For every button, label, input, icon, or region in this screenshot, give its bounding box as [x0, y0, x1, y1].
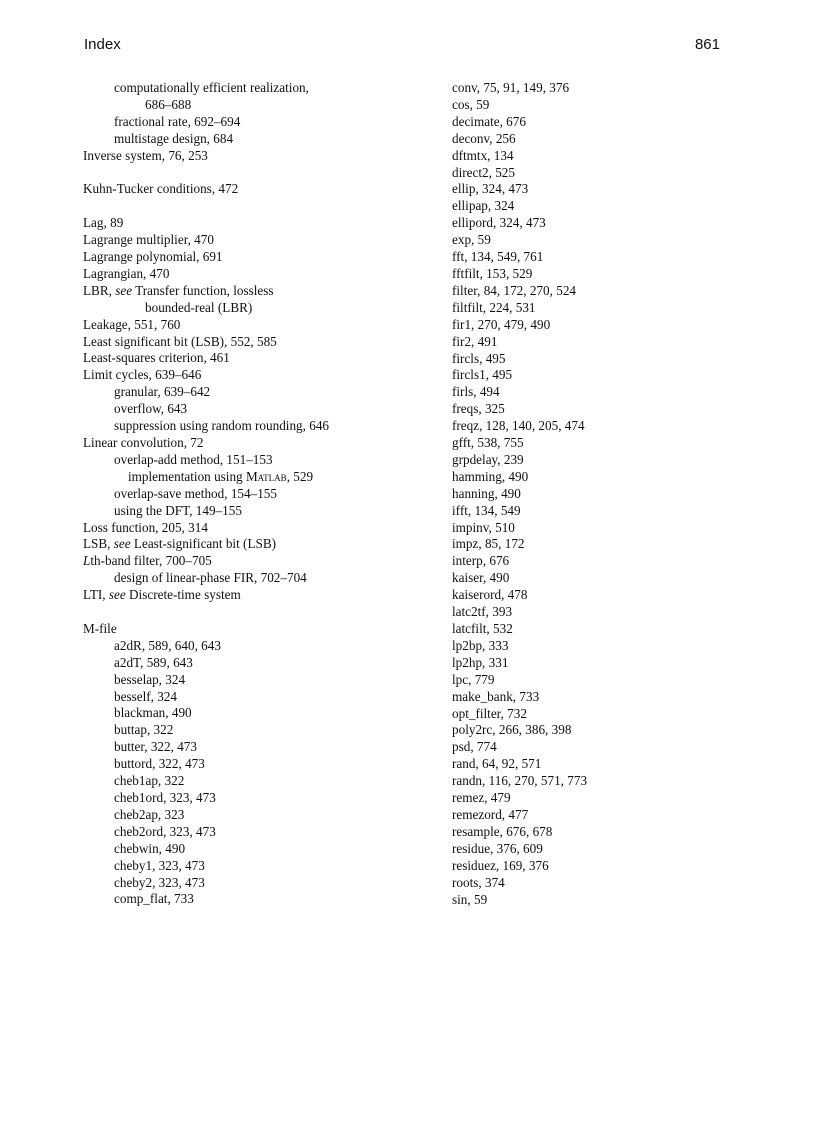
index-entry: cheby2, 323, 473 — [114, 874, 205, 890]
index-column-right — [452, 80, 752, 908]
index-entry: besselap, 324 — [114, 671, 186, 687]
index-column-left — [83, 80, 428, 908]
index-entry: direct2, 525 — [452, 164, 515, 180]
running-head: Index — [84, 36, 121, 53]
index-entry: freqz, 128, 140, 205, 474 — [452, 418, 585, 434]
index-entry: fractional rate, 692–694 — [114, 113, 241, 129]
index-entry: cheby1, 323, 473 — [114, 857, 205, 873]
index-entry: decimate, 676 — [452, 113, 526, 129]
index-entry: interp, 676 — [452, 553, 510, 569]
index-entry: filtfilt, 224, 531 — [452, 299, 536, 315]
index-entry: LBR, see Transfer function, lossless — [83, 282, 274, 298]
index-entry: design of linear-phase FIR, 702–704 — [114, 570, 307, 586]
index-entry: blackman, 490 — [114, 705, 192, 721]
index-entry: remezord, 477 — [452, 806, 529, 822]
index-entry: multistage design, 684 — [114, 130, 234, 146]
index-entry: overlap-save method, 154–155 — [114, 485, 277, 501]
index-entry: exp, 59 — [452, 232, 491, 248]
index-gap — [83, 198, 428, 215]
index-entry: computationally efficient realization, — [114, 80, 309, 95]
index-entry: ellip, 324, 473 — [452, 181, 529, 197]
index-entry: M-file — [83, 620, 117, 636]
index-entry: fir2, 491 — [452, 333, 498, 349]
index-entry: psd, 774 — [452, 739, 497, 755]
index-entry: overflow, 643 — [114, 401, 188, 417]
index-entry: remez, 479 — [452, 790, 511, 806]
index-entry: Limit cycles, 639–646 — [83, 367, 202, 383]
index-entry: residue, 376, 609 — [452, 840, 543, 856]
index-entry: grpdelay, 239 — [452, 451, 524, 467]
index-entry: fircls1, 495 — [452, 367, 513, 383]
index-entry: using the DFT, 149–155 — [114, 502, 242, 518]
index-entry: cheb2ap, 323 — [114, 806, 185, 822]
index-entry: deconv, 256 — [452, 130, 516, 146]
index-gap — [83, 165, 428, 182]
index-entry: cheb1ord, 323, 473 — [114, 790, 216, 806]
index-entry: conv, 75, 91, 149, 376 — [452, 80, 570, 95]
index-entry: Lag, 89 — [83, 215, 124, 231]
index-entry: Loss function, 205, 314 — [83, 519, 208, 535]
index-entry: poly2rc, 266, 386, 398 — [452, 722, 572, 738]
page-header — [84, 36, 720, 56]
index-entry: a2dT, 589, 643 — [114, 654, 193, 670]
index-entry: fftfilt, 153, 529 — [452, 265, 533, 281]
index-entry: 686–688 — [145, 96, 192, 112]
index-entry: resample, 676, 678 — [452, 823, 553, 839]
index-entry: hanning, 490 — [452, 485, 521, 501]
index-entry: opt_filter, 732 — [452, 705, 527, 721]
index-entry: gfft, 538, 755 — [452, 435, 524, 451]
index-entry: residuez, 169, 376 — [452, 857, 549, 873]
index-entry: buttord, 322, 473 — [114, 756, 205, 772]
index-entry: Linear convolution, 72 — [83, 435, 204, 450]
index-entry: Lth-band filter, 700–705 — [83, 553, 212, 569]
index-entry: ifft, 134, 549 — [452, 502, 521, 518]
index-entry: butter, 322, 473 — [114, 739, 197, 755]
index-entry: fircls, 495 — [452, 350, 506, 366]
index-entry: cheb2ord, 323, 473 — [114, 823, 216, 839]
index-entry: buttap, 322 — [114, 722, 174, 738]
index-entry: sin, 59 — [452, 891, 488, 907]
index-entry: Kuhn-Tucker conditions, 472 — [83, 181, 239, 197]
index-entry: ellipord, 324, 473 — [452, 215, 546, 231]
index-entry: latcfilt, 532 — [452, 621, 513, 636]
index-entry: cos, 59 — [452, 96, 490, 112]
index-entry: freqs, 325 — [452, 401, 505, 417]
index-entry: kaiserord, 478 — [452, 587, 528, 603]
index-entry: kaiser, 490 — [452, 570, 510, 586]
index-entry: latc2tf, 393 — [452, 604, 513, 620]
index-entry: Least significant bit (LSB), 552, 585 — [83, 333, 277, 349]
index-entry: granular, 639–642 — [114, 384, 211, 400]
index-entry: rand, 64, 92, 571 — [452, 756, 542, 772]
index-entry: randn, 116, 270, 571, 773 — [452, 773, 588, 789]
index-entry: bounded-real (LBR) — [145, 299, 253, 315]
index-entry: firls, 494 — [452, 384, 500, 400]
index-entry: implementation using Matlab, 529 — [128, 468, 314, 484]
index-entry: chebwin, 490 — [114, 840, 186, 856]
index-entry: lp2hp, 331 — [452, 654, 509, 670]
index-entry: roots, 374 — [452, 874, 505, 890]
index-entry: lp2bp, 333 — [452, 637, 509, 653]
index-entry: Inverse system, 76, 253 — [83, 147, 208, 163]
index-entry: suppression using random rounding, 646 — [114, 418, 330, 434]
index-entry: Lagrange polynomial, 691 — [83, 249, 223, 265]
index-entry: dftmtx, 134 — [452, 147, 514, 163]
index-entry: impinv, 510 — [452, 519, 515, 535]
index-entry: LTI, see Discrete-time system — [83, 587, 241, 603]
index-entry: comp_flat, 733 — [114, 891, 194, 907]
index-entry: LSB, see Least-significant bit (LSB) — [83, 536, 277, 552]
index-entry: fir1, 270, 479, 490 — [452, 316, 551, 332]
index-entry: ellipap, 324 — [452, 198, 515, 214]
index-entry: Lagrangian, 470 — [83, 265, 170, 281]
index-entry: a2dR, 589, 640, 643 — [114, 637, 221, 653]
index-entry: Leakage, 551, 760 — [83, 316, 181, 332]
index-entry: cheb1ap, 322 — [114, 773, 185, 789]
index-entry: impz, 85, 172 — [452, 536, 525, 552]
index-gap — [83, 604, 428, 621]
index-entry: fft, 134, 549, 761 — [452, 249, 544, 265]
index-entry: overlap-add method, 151–153 — [114, 451, 273, 467]
index-entry: make_bank, 733 — [452, 688, 540, 704]
index-entry: Least-squares criterion, 461 — [83, 350, 230, 366]
index-entry: filter, 84, 172, 270, 524 — [452, 282, 577, 298]
index-entry: hamming, 490 — [452, 468, 529, 484]
page-number: 861 — [694, 36, 720, 53]
index-entry: lpc, 779 — [452, 671, 495, 687]
index-entry: besself, 324 — [114, 688, 177, 704]
index-entry: Lagrange multiplier, 470 — [83, 232, 214, 248]
